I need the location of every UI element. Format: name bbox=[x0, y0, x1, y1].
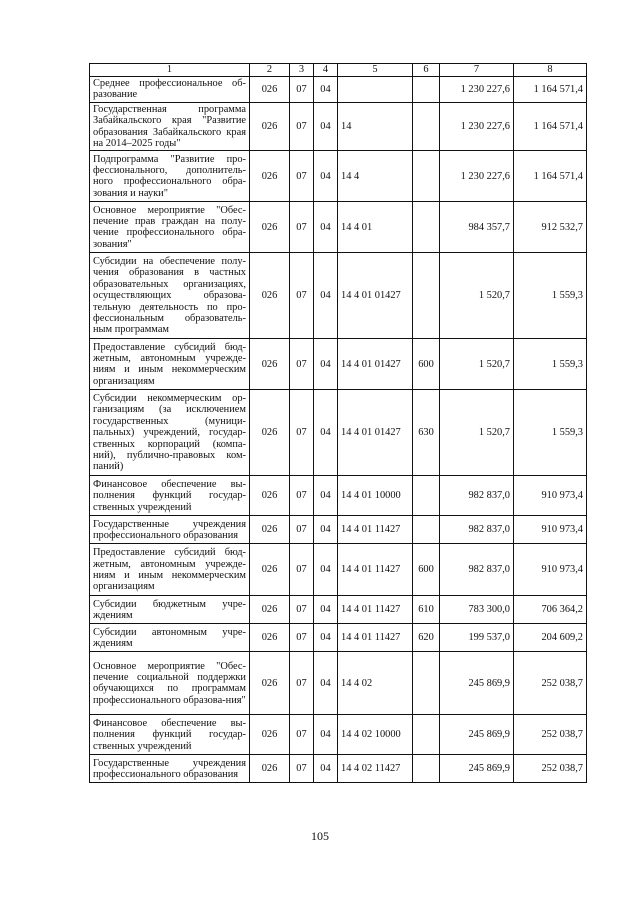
budget-table bbox=[89, 63, 587, 783]
section-code-cell: 07 bbox=[290, 755, 314, 783]
table-row bbox=[90, 202, 587, 253]
expense-type-code-cell bbox=[413, 652, 440, 715]
subsection-code-cell: 04 bbox=[314, 755, 338, 783]
ministry-code-cell: 026 bbox=[250, 77, 290, 103]
column-header-2: 2 bbox=[250, 64, 290, 77]
item-name-cell: Финансовое обеспечение вы-полнения функций государ-ственных учреждений bbox=[90, 476, 250, 516]
item-name-cell: Государственная программа Забайкальского края "Развитие образования Забайкальского края на 2014–2025 годы" bbox=[90, 102, 250, 151]
item-name-cell: Предоставление субсидий бюд-жетным, автономным учрежде-ниям и иным некоммерческим организациям bbox=[90, 544, 250, 596]
ministry-code-cell: 026 bbox=[250, 715, 290, 755]
section-code-cell: 07 bbox=[290, 390, 314, 476]
target-article-code-cell: 14 4 01 11427 bbox=[338, 596, 413, 624]
expense-type-code-cell bbox=[413, 202, 440, 253]
ministry-code-cell: 026 bbox=[250, 339, 290, 390]
table-row bbox=[90, 253, 587, 339]
section-code-cell: 07 bbox=[290, 339, 314, 390]
column-header-4: 4 bbox=[314, 64, 338, 77]
section-code-cell: 07 bbox=[290, 151, 314, 202]
amount-year-1-cell: 1 520,7 bbox=[440, 253, 514, 339]
expense-type-code-cell: 620 bbox=[413, 624, 440, 652]
section-code-cell: 07 bbox=[290, 516, 314, 544]
target-article-code-cell: 14 4 01 11427 bbox=[338, 544, 413, 596]
ministry-code-cell: 026 bbox=[250, 390, 290, 476]
expense-type-code-cell bbox=[413, 102, 440, 151]
amount-year-2-cell: 912 532,7 bbox=[514, 202, 587, 253]
page-number: 105 bbox=[311, 829, 329, 843]
subsection-code-cell: 04 bbox=[314, 544, 338, 596]
table-body bbox=[90, 77, 587, 783]
subsection-code-cell: 04 bbox=[314, 516, 338, 544]
section-code-cell: 07 bbox=[290, 596, 314, 624]
amount-year-2-cell: 910 973,4 bbox=[514, 476, 587, 516]
expense-type-code-cell bbox=[413, 715, 440, 755]
target-article-code-cell: 14 4 01 01427 bbox=[338, 339, 413, 390]
amount-year-2-cell: 252 038,7 bbox=[514, 715, 587, 755]
amount-year-1-cell: 1 230 227,6 bbox=[440, 77, 514, 103]
subsection-code-cell: 04 bbox=[314, 339, 338, 390]
ministry-code-cell: 026 bbox=[250, 151, 290, 202]
amount-year-2-cell: 1 164 571,4 bbox=[514, 102, 587, 151]
ministry-code-cell: 026 bbox=[250, 476, 290, 516]
amount-year-1-cell: 245 869,9 bbox=[440, 755, 514, 783]
subsection-code-cell: 04 bbox=[314, 151, 338, 202]
expense-type-code-cell: 600 bbox=[413, 339, 440, 390]
amount-year-2-cell: 1 559,3 bbox=[514, 339, 587, 390]
expense-type-code-cell: 610 bbox=[413, 596, 440, 624]
amount-year-2-cell: 204 609,2 bbox=[514, 624, 587, 652]
amount-year-1-cell: 982 837,0 bbox=[440, 476, 514, 516]
ministry-code-cell: 026 bbox=[250, 755, 290, 783]
item-name-cell: Субсидии автономным учре-ждениям bbox=[90, 624, 250, 652]
section-code-cell: 07 bbox=[290, 652, 314, 715]
expense-type-code-cell: 630 bbox=[413, 390, 440, 476]
amount-year-2-cell: 910 973,4 bbox=[514, 544, 587, 596]
ministry-code-cell: 026 bbox=[250, 516, 290, 544]
column-header-1: 1 bbox=[90, 64, 250, 77]
table-row bbox=[90, 102, 587, 151]
amount-year-1-cell: 1 230 227,6 bbox=[440, 151, 514, 202]
target-article-code-cell bbox=[338, 77, 413, 103]
amount-year-1-cell: 245 869,9 bbox=[440, 652, 514, 715]
section-code-cell: 07 bbox=[290, 476, 314, 516]
section-code-cell: 07 bbox=[290, 715, 314, 755]
target-article-code-cell: 14 4 01 11427 bbox=[338, 624, 413, 652]
amount-year-2-cell: 706 364,2 bbox=[514, 596, 587, 624]
ministry-code-cell: 026 bbox=[250, 544, 290, 596]
target-article-code-cell: 14 4 02 10000 bbox=[338, 715, 413, 755]
target-article-code-cell: 14 4 01 01427 bbox=[338, 253, 413, 339]
column-header-6: 6 bbox=[413, 64, 440, 77]
amount-year-1-cell: 245 869,9 bbox=[440, 715, 514, 755]
item-name-cell: Финансовое обеспечение вы-полнения функций государ-ственных учреждений bbox=[90, 715, 250, 755]
subsection-code-cell: 04 bbox=[314, 624, 338, 652]
subsection-code-cell: 04 bbox=[314, 715, 338, 755]
subsection-code-cell: 04 bbox=[314, 476, 338, 516]
target-article-code-cell: 14 4 02 11427 bbox=[338, 755, 413, 783]
amount-year-1-cell: 1 230 227,6 bbox=[440, 102, 514, 151]
subsection-code-cell: 04 bbox=[314, 202, 338, 253]
expense-type-code-cell bbox=[413, 151, 440, 202]
section-code-cell: 07 bbox=[290, 544, 314, 596]
ministry-code-cell: 026 bbox=[250, 652, 290, 715]
item-name-cell: Субсидии бюджетным учре-ждениям bbox=[90, 596, 250, 624]
subsection-code-cell: 04 bbox=[314, 596, 338, 624]
item-name-cell: Государственные учреждения профессионального образования bbox=[90, 755, 250, 783]
subsection-code-cell: 04 bbox=[314, 652, 338, 715]
target-article-code-cell: 14 4 01 bbox=[338, 202, 413, 253]
item-name-cell: Среднее профессиональное об-разование bbox=[90, 77, 250, 103]
subsection-code-cell: 04 bbox=[314, 77, 338, 103]
table-row bbox=[90, 77, 587, 103]
item-name-cell: Предоставление субсидий бюд-жетным, автономным учрежде-ниям и иным некоммерческим организациям bbox=[90, 339, 250, 390]
column-header-5: 5 bbox=[338, 64, 413, 77]
ministry-code-cell: 026 bbox=[250, 596, 290, 624]
column-header-3: 3 bbox=[290, 64, 314, 77]
amount-year-1-cell: 1 520,7 bbox=[440, 339, 514, 390]
table-row bbox=[90, 624, 587, 652]
table-row bbox=[90, 715, 587, 755]
amount-year-2-cell: 252 038,7 bbox=[514, 755, 587, 783]
table-header-row bbox=[90, 64, 587, 77]
target-article-code-cell: 14 4 01 01427 bbox=[338, 390, 413, 476]
target-article-code-cell: 14 4 02 bbox=[338, 652, 413, 715]
item-name-cell: Государственные учреждения профессионального образования bbox=[90, 516, 250, 544]
section-code-cell: 07 bbox=[290, 102, 314, 151]
expense-type-code-cell bbox=[413, 755, 440, 783]
amount-year-1-cell: 982 837,0 bbox=[440, 544, 514, 596]
section-code-cell: 07 bbox=[290, 77, 314, 103]
item-name-cell: Подпрограмма "Развитие про-фессионального, дополнитель-ного профессионального обра-зования и науки" bbox=[90, 151, 250, 202]
table-row bbox=[90, 755, 587, 783]
ministry-code-cell: 026 bbox=[250, 202, 290, 253]
table-row bbox=[90, 596, 587, 624]
subsection-code-cell: 04 bbox=[314, 102, 338, 151]
amount-year-2-cell: 1 164 571,4 bbox=[514, 77, 587, 103]
table-row bbox=[90, 476, 587, 516]
amount-year-2-cell: 1 559,3 bbox=[514, 390, 587, 476]
table-row bbox=[90, 151, 587, 202]
expense-type-code-cell bbox=[413, 476, 440, 516]
amount-year-2-cell: 1 164 571,4 bbox=[514, 151, 587, 202]
amount-year-2-cell: 1 559,3 bbox=[514, 253, 587, 339]
table-row bbox=[90, 390, 587, 476]
item-name-cell: Субсидии на обеспечение полу-чения образования в частных образовательных организациях, осуществляющих образова-тельную деятельность по про-фессиональным образователь-ным программам bbox=[90, 253, 250, 339]
table-row bbox=[90, 544, 587, 596]
section-code-cell: 07 bbox=[290, 253, 314, 339]
ministry-code-cell: 026 bbox=[250, 102, 290, 151]
amount-year-1-cell: 984 357,7 bbox=[440, 202, 514, 253]
ministry-code-cell: 026 bbox=[250, 253, 290, 339]
amount-year-2-cell: 252 038,7 bbox=[514, 652, 587, 715]
section-code-cell: 07 bbox=[290, 624, 314, 652]
target-article-code-cell: 14 4 01 10000 bbox=[338, 476, 413, 516]
subsection-code-cell: 04 bbox=[314, 253, 338, 339]
amount-year-1-cell: 1 520,7 bbox=[440, 390, 514, 476]
amount-year-2-cell: 910 973,4 bbox=[514, 516, 587, 544]
item-name-cell: Основное мероприятие "Обес-печение прав граждан на полу-чение профессионального обра-зования" bbox=[90, 202, 250, 253]
item-name-cell: Основное мероприятие "Обес-печение социальной поддержки обучающихся по программам профессионального образова-ния" bbox=[90, 652, 250, 715]
table-row bbox=[90, 339, 587, 390]
expense-type-code-cell bbox=[413, 516, 440, 544]
amount-year-1-cell: 982 837,0 bbox=[440, 516, 514, 544]
expense-type-code-cell bbox=[413, 253, 440, 339]
column-header-8: 8 bbox=[514, 64, 587, 77]
table-row bbox=[90, 516, 587, 544]
amount-year-1-cell: 199 537,0 bbox=[440, 624, 514, 652]
target-article-code-cell: 14 4 bbox=[338, 151, 413, 202]
target-article-code-cell: 14 4 01 11427 bbox=[338, 516, 413, 544]
expense-type-code-cell: 600 bbox=[413, 544, 440, 596]
item-name-cell: Субсидии некоммерческим ор-ганизациям (за исключением государственных (муници-пальных) учреждений, государ-ственных корпораций (компа-ний), публично-правовых ком-паний) bbox=[90, 390, 250, 476]
amount-year-1-cell: 783 300,0 bbox=[440, 596, 514, 624]
section-code-cell: 07 bbox=[290, 202, 314, 253]
target-article-code-cell: 14 bbox=[338, 102, 413, 151]
subsection-code-cell: 04 bbox=[314, 390, 338, 476]
expense-type-code-cell bbox=[413, 77, 440, 103]
column-header-7: 7 bbox=[440, 64, 514, 77]
ministry-code-cell: 026 bbox=[250, 624, 290, 652]
table-row bbox=[90, 652, 587, 715]
